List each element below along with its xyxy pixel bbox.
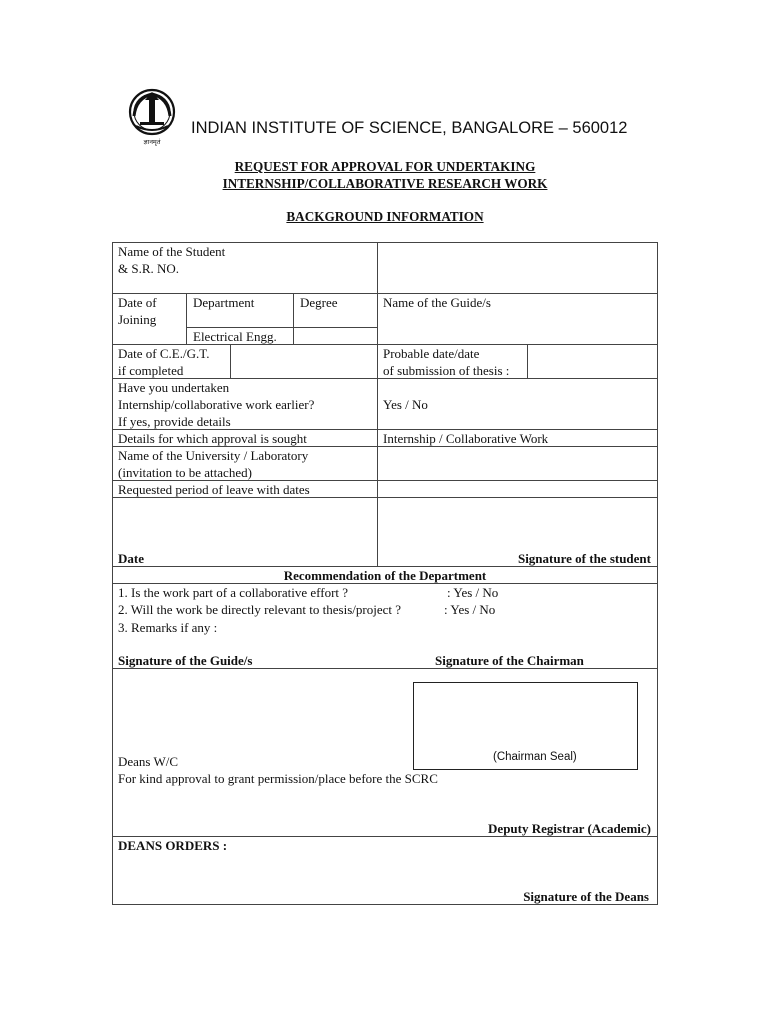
value-yes-no: Yes / No <box>383 397 428 412</box>
label-undertaken-3: If yes, provide details <box>118 414 231 429</box>
form-title-line2: INTERNSHIP/COLLABORATIVE RESEARCH WORK <box>222 176 548 191</box>
label-student-name: Name of the Student <box>118 244 226 259</box>
label-date-of-joining-1: Date of <box>118 295 157 310</box>
label-leave-period: Requested period of leave with dates <box>118 482 310 497</box>
label-approval-for: Details for which approval is sought <box>118 431 307 446</box>
institute-name: INDIAN INSTITUTE OF SCIENCE, BANGALORE – 560012 <box>191 119 628 137</box>
label-degree: Degree <box>300 295 338 310</box>
section-heading: BACKGROUND INFORMATION <box>286 209 484 224</box>
label-thesis-date-2: of submission of thesis : <box>383 363 510 378</box>
answer-2: : Yes / No <box>444 602 496 617</box>
label-student-signature: Signature of the student <box>517 551 651 566</box>
label-university-1: Name of the University / Laboratory <box>118 448 309 463</box>
question-3: 3. Remarks if any : <box>118 620 218 635</box>
label-guide-name: Name of the Guide/s <box>383 295 491 310</box>
question-1: 1. Is the work part of a collaborative effort ? <box>118 585 349 600</box>
label-ce-gt-2: if completed <box>118 363 184 378</box>
label-department: Department <box>193 295 255 310</box>
field-student-name[interactable] <box>378 243 657 293</box>
label-sr-no: & S.R. NO. <box>118 261 180 276</box>
label-undertaken-1: Have you undertaken <box>118 380 230 395</box>
iisc-seal-logo <box>118 86 186 150</box>
value-approval-for: Internship / Collaborative Work <box>383 431 549 446</box>
label-thesis-date-1: Probable date/date <box>383 346 480 361</box>
seal-motto: ज्ञानमृतं <box>143 138 161 146</box>
form-title-line1: REQUEST FOR APPROVAL FOR UNDERTAKING <box>234 159 536 174</box>
label-date-of-joining-2: Joining <box>118 312 157 327</box>
label-deputy-registrar: Deputy Registrar (Academic) <box>488 821 651 836</box>
label-guide-signature: Signature of the Guide/s <box>118 653 253 668</box>
label-kind-approval: For kind approval to grant permission/place before the SCRC <box>118 771 438 786</box>
label-date: Date <box>118 551 144 566</box>
label-university-2: (invitation to be attached) <box>118 465 252 480</box>
label-deans-signature: Signature of the Deans <box>523 889 649 904</box>
answer-1: : Yes / No <box>447 585 499 600</box>
label-deans-orders: DEANS ORDERS : <box>118 838 228 853</box>
value-department: Electrical Engg. <box>193 329 277 344</box>
label-chairman-signature: Signature of the Chairman <box>435 653 584 668</box>
chairman-seal-label: (Chairman Seal) <box>493 751 577 763</box>
label-ce-gt-1: Date of C.E./G.T. <box>118 346 210 361</box>
heading-recommendation: Recommendation of the Department <box>283 568 487 583</box>
label-deans-wc: Deans W/C <box>118 754 179 769</box>
label-undertaken-2: Internship/collaborative work earlier? <box>118 397 315 412</box>
question-2: 2. Will the work be directly relevant to thesis/project ? <box>118 602 401 617</box>
